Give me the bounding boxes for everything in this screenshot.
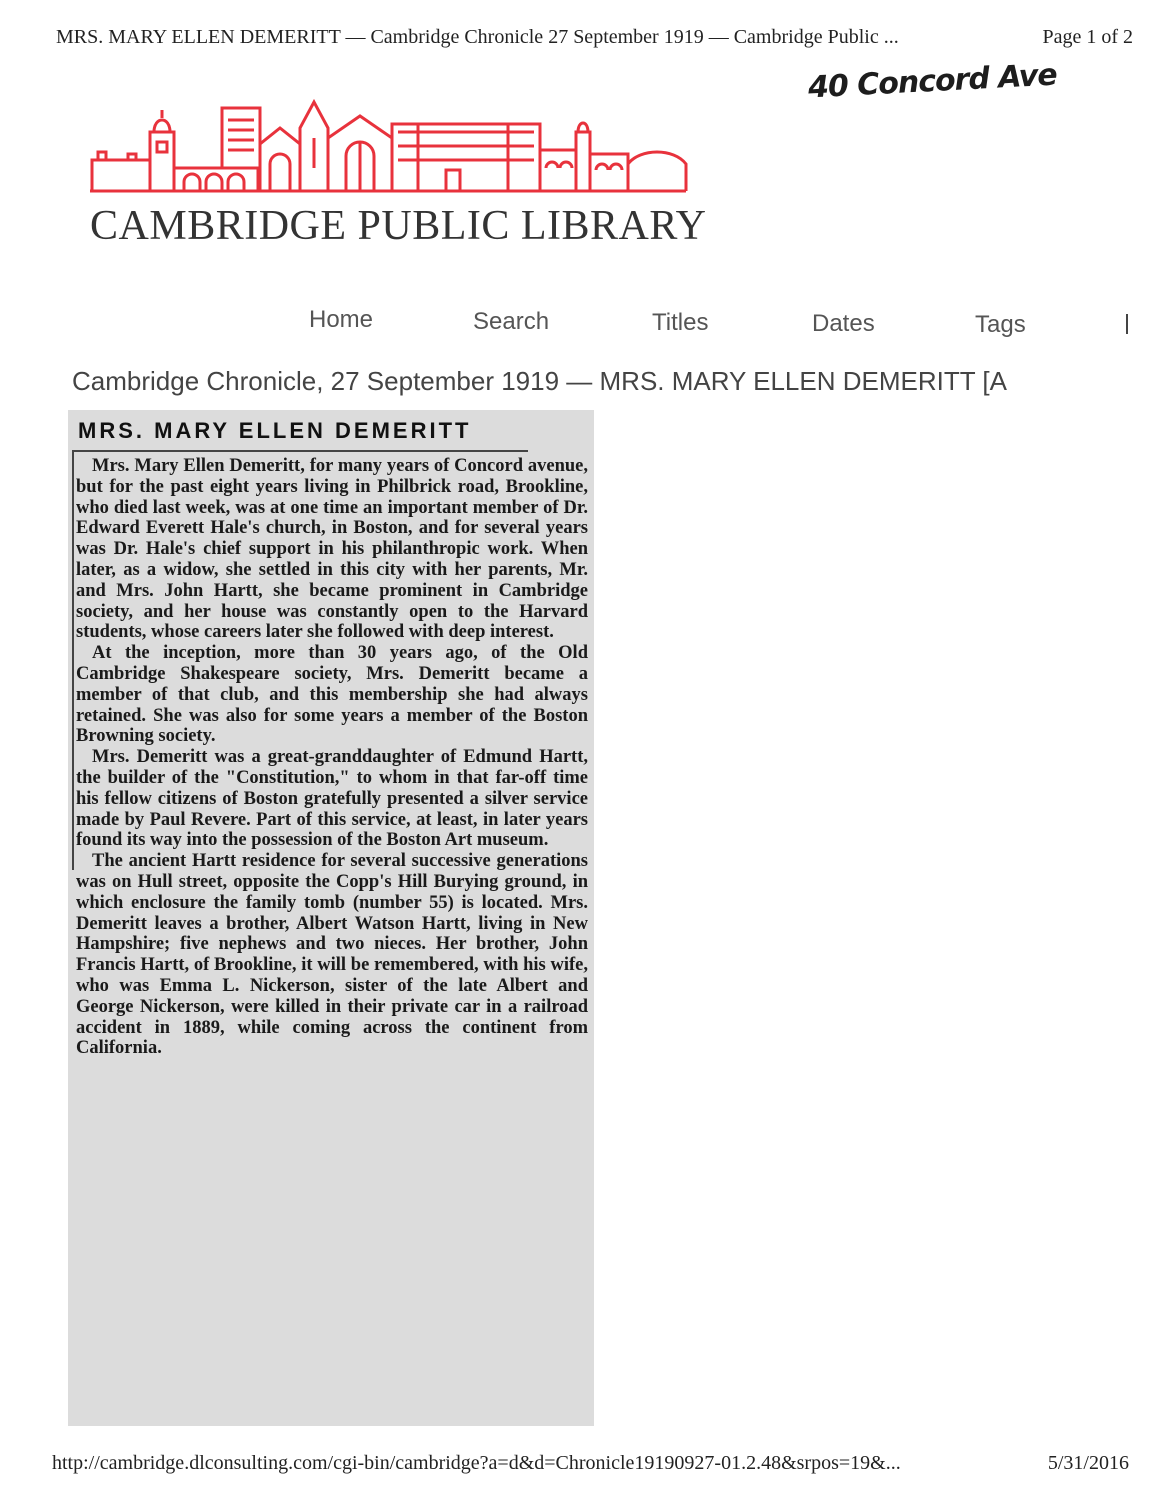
clipping-body xyxy=(76,456,588,1059)
library-logo-skyline xyxy=(88,98,688,194)
article-heading: Cambridge Chronicle, 27 September 1919 — MRS. MARY ELLEN DEMERITT [A xyxy=(72,366,1007,396)
clipping-title: MRS. MARY ELLEN DEMERITT xyxy=(78,418,472,443)
nav-dates-link[interactable]: Dates xyxy=(812,310,875,337)
handwritten-note: 40 Concord Ave xyxy=(807,57,1058,106)
print-footer-date: 5/31/2016 xyxy=(1047,1452,1129,1474)
print-footer-url: http://cambridge.dlconsulting.com/cgi-bin/cambridge?a=d&d=Chronicle19190927-01.2.48&srpos=19&... xyxy=(52,1452,901,1474)
clipping-column-rule xyxy=(72,450,74,870)
main-navigation xyxy=(0,304,1163,340)
clipping-rule xyxy=(72,450,528,452)
clipping-paragraph: At the inception, more than 30 years ago, of the Old Cambridge Shakespeare society, Mrs. Demeritt became a member of that club, and this membership she had always retained. She was also for some years a member of the Boston Browning society. xyxy=(76,643,588,747)
clipping-paragraph: Mrs. Demeritt was a great-granddaughter of Edmund Hartt, the builder of the "Constitution," to whom in that far-off time his fellow citizens of Boston gratefully presented a silver service made by Paul Revere. Part of this service, at least, in later years found its way into the possession of the Boston Art museum. xyxy=(76,747,588,851)
newspaper-clipping-image xyxy=(68,410,594,1426)
clipping-paragraph: The ancient Hartt residence for several successive generations was on Hull street, opposite the Copp's Hill Burying ground, in which enclosure the family tomb (number 55) is located. Mrs. Demeritt leaves a brother, Albert Watson Hartt, living in New Hampshire; five nephews and two nieces. Her brother, John Francis Hartt, of Brookline, it will be remembered, with his wife, who was Emma L. Nickerson, sister of the late Albert and George Nickerson, were killed in their private car in a railroad accident in 1889, while coming across the continent from California. xyxy=(76,851,588,1059)
print-header-page-number: Page 1 of 2 xyxy=(1042,26,1133,48)
nav-home-link[interactable]: Home xyxy=(309,306,374,333)
clipping-paragraph: Mrs. Mary Ellen Demeritt, for many years of Concord avenue, but for the past eight years living in Philbrick road, Brookline, who died last week, was at one time an important member of Dr. Edward Everett Hale's church, in Boston, and for several years was Dr. Hale's chief support in his philanthropic work. When later, as a widow, she settled in this city with her parents, Mr. and Mrs. John Hartt, she became prominent in Cambridge society, and her house was constantly open to the Harvard students, whose careers later she followed with deep interest. xyxy=(76,456,588,643)
print-header-title: MRS. MARY ELLEN DEMERITT — Cambridge Chronicle 27 September 1919 — Cambridge Public ... xyxy=(56,26,899,48)
nav-search-link[interactable]: Search xyxy=(473,308,550,335)
nav-titles-link[interactable]: Titles xyxy=(652,309,709,336)
nav-separator xyxy=(1126,314,1128,334)
nav-tags-link[interactable]: Tags xyxy=(975,311,1026,338)
library-name: CAMBRIDGE PUBLIC LIBRARY xyxy=(90,203,707,249)
